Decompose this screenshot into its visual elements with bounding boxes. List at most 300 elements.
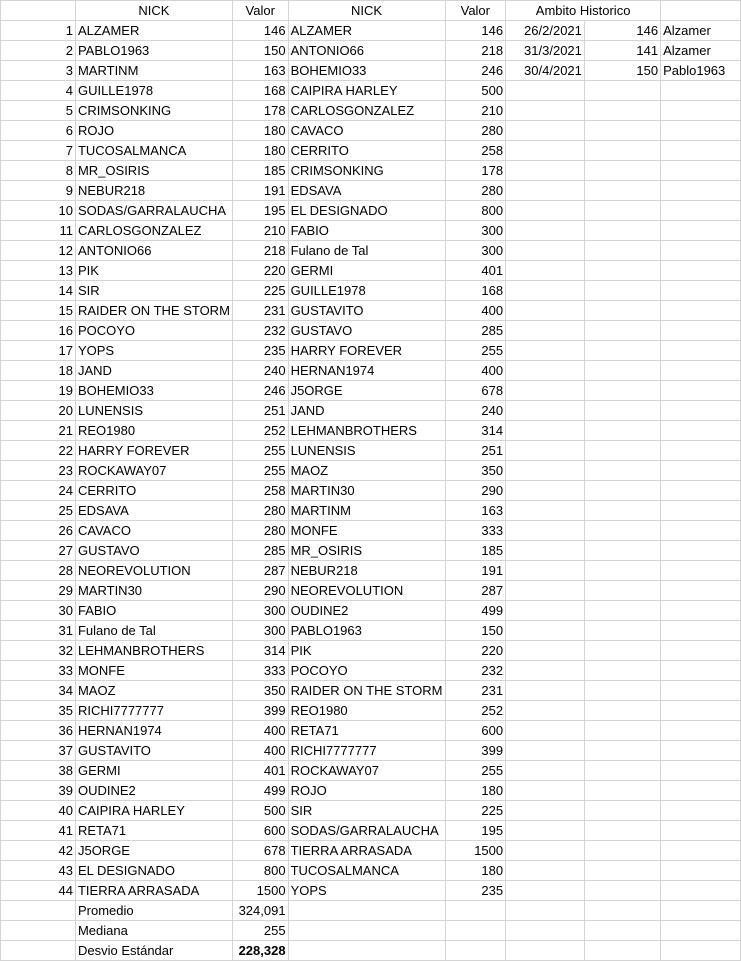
empty-cell[interactable] [661, 761, 741, 781]
row-number[interactable]: 42 [1, 841, 76, 861]
row-number[interactable]: 21 [1, 421, 76, 441]
nick2-cell[interactable]: ALZAMER [288, 21, 445, 41]
valor2-cell[interactable]: 251 [445, 441, 506, 461]
valor-cell[interactable]: 300 [232, 601, 288, 621]
nick2-cell[interactable]: GUSTAVITO [288, 301, 445, 321]
valor-cell[interactable]: 255 [232, 441, 288, 461]
valor2-cell[interactable]: 678 [445, 381, 506, 401]
valor-cell[interactable]: 285 [232, 541, 288, 561]
row-number[interactable]: 28 [1, 561, 76, 581]
row-number[interactable]: 23 [1, 461, 76, 481]
nick-cell[interactable]: RETA71 [75, 821, 232, 841]
empty-cell[interactable] [584, 741, 660, 761]
nick2-cell[interactable]: MR_OSIRIS [288, 541, 445, 561]
empty-cell[interactable] [506, 121, 585, 141]
historico-nick-cell[interactable]: Alzamer [661, 21, 741, 41]
nick-cell[interactable]: RICHI7777777 [75, 701, 232, 721]
row-number[interactable]: 22 [1, 441, 76, 461]
valor2-cell[interactable]: 280 [445, 121, 506, 141]
nick2-cell[interactable]: MAOZ [288, 461, 445, 481]
valor-cell[interactable]: 401 [232, 761, 288, 781]
nick-cell[interactable]: CAVACO [75, 521, 232, 541]
nick-cell[interactable]: EDSAVA [75, 501, 232, 521]
empty-cell[interactable] [584, 921, 660, 941]
valor-cell[interactable]: 350 [232, 681, 288, 701]
nick-cell[interactable]: TUCOSALMANCA [75, 141, 232, 161]
valor-cell[interactable]: 258 [232, 481, 288, 501]
empty-cell[interactable] [506, 761, 585, 781]
row-number[interactable]: 37 [1, 741, 76, 761]
nick-cell[interactable]: ROCKAWAY07 [75, 461, 232, 481]
nick-cell[interactable]: EL DESIGNADO [75, 861, 232, 881]
row-number[interactable]: 4 [1, 81, 76, 101]
row-number[interactable]: 39 [1, 781, 76, 801]
valor-cell[interactable]: 251 [232, 401, 288, 421]
empty-cell[interactable] [584, 121, 660, 141]
valor2-cell[interactable]: 218 [445, 41, 506, 61]
valor2-cell[interactable]: 400 [445, 301, 506, 321]
empty-cell[interactable] [506, 421, 585, 441]
nick2-cell[interactable]: ROCKAWAY07 [288, 761, 445, 781]
empty-cell[interactable] [661, 581, 741, 601]
nick2-cell[interactable]: TUCOSALMANCA [288, 861, 445, 881]
empty-cell[interactable] [506, 941, 585, 961]
empty-cell[interactable] [661, 461, 741, 481]
empty-cell[interactable] [661, 561, 741, 581]
valor2-cell[interactable]: 290 [445, 481, 506, 501]
row-number[interactable]: 29 [1, 581, 76, 601]
nick2-cell[interactable]: MONFE [288, 521, 445, 541]
valor-cell[interactable]: 290 [232, 581, 288, 601]
empty-cell[interactable] [506, 881, 585, 901]
empty-cell[interactable] [288, 901, 445, 921]
empty-cell[interactable] [661, 821, 741, 841]
nick-cell[interactable]: NEBUR218 [75, 181, 232, 201]
empty-cell[interactable] [506, 641, 585, 661]
valor-cell[interactable]: 178 [232, 101, 288, 121]
empty-cell[interactable] [661, 921, 741, 941]
nick-cell[interactable]: SODAS/GARRALAUCHA [75, 201, 232, 221]
historico-nick-cell[interactable]: Pablo1963 [661, 61, 741, 81]
nick2-cell[interactable]: NEOREVOLUTION [288, 581, 445, 601]
empty-cell[interactable] [584, 281, 660, 301]
valor-cell[interactable]: 800 [232, 861, 288, 881]
empty-cell[interactable] [506, 261, 585, 281]
valor2-cell[interactable]: 185 [445, 541, 506, 561]
header-nick-2[interactable]: NICK [288, 1, 445, 21]
historico-fecha-cell[interactable]: 31/3/2021 [506, 41, 585, 61]
empty-cell[interactable] [584, 561, 660, 581]
row-number[interactable]: 32 [1, 641, 76, 661]
valor-cell[interactable]: 180 [232, 141, 288, 161]
row-number[interactable]: 3 [1, 61, 76, 81]
valor-cell[interactable]: 168 [232, 81, 288, 101]
empty-cell[interactable] [661, 401, 741, 421]
empty-cell[interactable] [661, 381, 741, 401]
row-number[interactable]: 8 [1, 161, 76, 181]
empty-cell[interactable] [506, 521, 585, 541]
row-number[interactable]: 43 [1, 861, 76, 881]
valor2-cell[interactable]: 191 [445, 561, 506, 581]
nick2-cell[interactable]: MARTINM [288, 501, 445, 521]
nick2-cell[interactable]: CAVACO [288, 121, 445, 141]
empty-cell[interactable] [506, 321, 585, 341]
empty-cell[interactable] [584, 401, 660, 421]
empty-cell[interactable] [661, 741, 741, 761]
nick2-cell[interactable]: J5ORGE [288, 381, 445, 401]
row-number[interactable]: 19 [1, 381, 76, 401]
nick2-cell[interactable]: MARTIN30 [288, 481, 445, 501]
valor-cell[interactable]: 314 [232, 641, 288, 661]
valor2-cell[interactable]: 252 [445, 701, 506, 721]
empty-cell[interactable] [584, 681, 660, 701]
valor-cell[interactable]: 499 [232, 781, 288, 801]
nick-cell[interactable]: PIK [75, 261, 232, 281]
empty-cell[interactable] [288, 921, 445, 941]
row-number[interactable]: 33 [1, 661, 76, 681]
valor2-cell[interactable]: 210 [445, 101, 506, 121]
row-number[interactable]: 16 [1, 321, 76, 341]
nick-cell[interactable]: MR_OSIRIS [75, 161, 232, 181]
valor-cell[interactable]: 180 [232, 121, 288, 141]
row-number[interactable]: 30 [1, 601, 76, 621]
valor2-cell[interactable]: 399 [445, 741, 506, 761]
nick-cell[interactable]: ALZAMER [75, 21, 232, 41]
empty-cell[interactable] [661, 281, 741, 301]
empty-cell[interactable] [661, 861, 741, 881]
empty-cell[interactable] [506, 361, 585, 381]
empty-cell[interactable] [661, 501, 741, 521]
nick2-cell[interactable]: GUILLE1978 [288, 281, 445, 301]
stat-label[interactable]: Mediana [75, 921, 232, 941]
nick-cell[interactable]: HERNAN1974 [75, 721, 232, 741]
valor-cell[interactable]: 252 [232, 421, 288, 441]
row-number[interactable]: 44 [1, 881, 76, 901]
empty-cell[interactable] [584, 321, 660, 341]
nick2-cell[interactable]: OUDINE2 [288, 601, 445, 621]
empty-cell[interactable] [506, 581, 585, 601]
empty-cell[interactable] [584, 141, 660, 161]
empty-cell[interactable] [584, 261, 660, 281]
valor2-cell[interactable]: 600 [445, 721, 506, 741]
nick2-cell[interactable]: YOPS [288, 881, 445, 901]
valor-cell[interactable]: 195 [232, 201, 288, 221]
valor2-cell[interactable]: 300 [445, 241, 506, 261]
valor2-cell[interactable]: 499 [445, 601, 506, 621]
empty-cell[interactable] [584, 941, 660, 961]
row-number[interactable]: 14 [1, 281, 76, 301]
nick2-cell[interactable]: GUSTAVO [288, 321, 445, 341]
empty-cell[interactable] [445, 901, 506, 921]
header-valor-2[interactable]: Valor [445, 1, 506, 21]
valor-cell[interactable]: 333 [232, 661, 288, 681]
valor-cell[interactable]: 287 [232, 561, 288, 581]
nick2-cell[interactable]: LEHMANBROTHERS [288, 421, 445, 441]
nick-cell[interactable]: NEOREVOLUTION [75, 561, 232, 581]
valor2-cell[interactable]: 350 [445, 461, 506, 481]
empty-cell[interactable] [661, 261, 741, 281]
valor-cell[interactable]: 500 [232, 801, 288, 821]
empty-cell[interactable] [661, 201, 741, 221]
valor2-cell[interactable]: 800 [445, 201, 506, 221]
row-number[interactable]: 1 [1, 21, 76, 41]
empty-cell[interactable] [506, 461, 585, 481]
empty-cell[interactable] [584, 181, 660, 201]
empty-cell[interactable] [584, 761, 660, 781]
row-number[interactable]: 7 [1, 141, 76, 161]
nick-cell[interactable]: REO1980 [75, 421, 232, 441]
valor-cell[interactable]: 218 [232, 241, 288, 261]
valor-cell[interactable]: 185 [232, 161, 288, 181]
nick-cell[interactable]: TIERRA ARRASADA [75, 881, 232, 901]
empty-cell[interactable] [584, 821, 660, 841]
valor-cell[interactable]: 400 [232, 741, 288, 761]
empty-cell[interactable] [661, 901, 741, 921]
empty-cell[interactable] [661, 721, 741, 741]
nick-cell[interactable]: GERMI [75, 761, 232, 781]
nick2-cell[interactable]: CAIPIRA HARLEY [288, 81, 445, 101]
empty-cell[interactable] [661, 81, 741, 101]
valor-cell[interactable]: 1500 [232, 881, 288, 901]
empty-cell[interactable] [661, 441, 741, 461]
empty-cell[interactable] [506, 241, 585, 261]
valor-cell[interactable]: 191 [232, 181, 288, 201]
nick-cell[interactable]: JAND [75, 361, 232, 381]
empty-cell[interactable] [506, 381, 585, 401]
row-number[interactable]: 38 [1, 761, 76, 781]
nick-cell[interactable]: MONFE [75, 661, 232, 681]
nick-cell[interactable]: OUDINE2 [75, 781, 232, 801]
nick2-cell[interactable]: RAIDER ON THE STORM [288, 681, 445, 701]
nick-cell[interactable]: RAIDER ON THE STORM [75, 301, 232, 321]
empty-cell[interactable] [584, 841, 660, 861]
valor2-cell[interactable]: 150 [445, 621, 506, 641]
empty-cell[interactable] [661, 521, 741, 541]
nick-cell[interactable]: ANTONIO66 [75, 241, 232, 261]
valor2-cell[interactable]: 180 [445, 781, 506, 801]
nick-cell[interactable]: MARTINM [75, 61, 232, 81]
empty-cell[interactable] [506, 561, 585, 581]
row-number[interactable]: 40 [1, 801, 76, 821]
row-number[interactable]: 2 [1, 41, 76, 61]
empty-cell[interactable] [661, 241, 741, 261]
empty-cell[interactable] [506, 481, 585, 501]
row-number[interactable]: 36 [1, 721, 76, 741]
empty-cell[interactable] [584, 781, 660, 801]
empty-cell[interactable] [506, 441, 585, 461]
row-number[interactable]: 12 [1, 241, 76, 261]
valor-cell[interactable]: 240 [232, 361, 288, 381]
empty-cell[interactable] [1, 901, 76, 921]
empty-cell[interactable] [1, 921, 76, 941]
row-number[interactable]: 27 [1, 541, 76, 561]
nick2-cell[interactable]: NEBUR218 [288, 561, 445, 581]
nick2-cell[interactable]: GERMI [288, 261, 445, 281]
empty-cell[interactable] [506, 661, 585, 681]
empty-cell[interactable] [584, 161, 660, 181]
empty-cell[interactable] [661, 601, 741, 621]
header-nick[interactable]: NICK [75, 1, 232, 21]
valor-cell[interactable]: 300 [232, 621, 288, 641]
empty-cell[interactable] [506, 281, 585, 301]
historico-fecha-cell[interactable]: 26/2/2021 [506, 21, 585, 41]
row-number[interactable]: 35 [1, 701, 76, 721]
row-number[interactable]: 13 [1, 261, 76, 281]
empty-cell[interactable] [584, 901, 660, 921]
empty-cell[interactable] [584, 481, 660, 501]
empty-cell[interactable] [584, 421, 660, 441]
row-number[interactable]: 26 [1, 521, 76, 541]
nick-cell[interactable]: GUSTAVO [75, 541, 232, 561]
nick2-cell[interactable]: PIK [288, 641, 445, 661]
nick2-cell[interactable]: HARRY FOREVER [288, 341, 445, 361]
empty-cell[interactable] [584, 801, 660, 821]
empty-cell[interactable] [506, 341, 585, 361]
valor2-cell[interactable]: 246 [445, 61, 506, 81]
empty-cell[interactable] [506, 821, 585, 841]
nick-cell[interactable]: PABLO1963 [75, 41, 232, 61]
historico-nick-cell[interactable]: Alzamer [661, 41, 741, 61]
empty-cell[interactable] [506, 741, 585, 761]
stat-value[interactable]: 255 [232, 921, 288, 941]
nick-cell[interactable]: BOHEMIO33 [75, 381, 232, 401]
valor2-cell[interactable]: 178 [445, 161, 506, 181]
nick-cell[interactable]: CRIMSONKING [75, 101, 232, 121]
empty-cell[interactable] [506, 541, 585, 561]
stat-label[interactable]: Desvio Estándar [75, 941, 232, 961]
nick2-cell[interactable]: HERNAN1974 [288, 361, 445, 381]
nick-cell[interactable]: CAIPIRA HARLEY [75, 801, 232, 821]
valor2-cell[interactable]: 287 [445, 581, 506, 601]
valor-cell[interactable]: 678 [232, 841, 288, 861]
valor2-cell[interactable]: 180 [445, 861, 506, 881]
empty-cell[interactable] [506, 141, 585, 161]
nick2-cell[interactable]: RICHI7777777 [288, 741, 445, 761]
nick-cell[interactable]: SIR [75, 281, 232, 301]
empty-cell[interactable] [506, 301, 585, 321]
empty-cell[interactable] [506, 201, 585, 221]
empty-cell[interactable] [506, 181, 585, 201]
empty-cell[interactable] [661, 781, 741, 801]
empty-cell[interactable] [661, 621, 741, 641]
nick2-cell[interactable]: CRIMSONKING [288, 161, 445, 181]
row-number[interactable]: 24 [1, 481, 76, 501]
nick-cell[interactable]: YOPS [75, 341, 232, 361]
valor2-cell[interactable]: 314 [445, 421, 506, 441]
nick-cell[interactable]: HARRY FOREVER [75, 441, 232, 461]
nick2-cell[interactable]: PABLO1963 [288, 621, 445, 641]
empty-cell[interactable] [506, 621, 585, 641]
valor2-cell[interactable]: 300 [445, 221, 506, 241]
empty-cell[interactable] [584, 201, 660, 221]
empty-cell[interactable] [584, 381, 660, 401]
empty-cell[interactable] [584, 601, 660, 621]
nick2-cell[interactable]: BOHEMIO33 [288, 61, 445, 81]
valor-cell[interactable]: 220 [232, 261, 288, 281]
empty-cell[interactable] [584, 101, 660, 121]
row-number[interactable]: 15 [1, 301, 76, 321]
empty-cell[interactable] [584, 661, 660, 681]
valor2-cell[interactable]: 258 [445, 141, 506, 161]
empty-cell[interactable] [584, 881, 660, 901]
valor2-cell[interactable]: 280 [445, 181, 506, 201]
empty-cell[interactable] [506, 781, 585, 801]
valor-cell[interactable]: 246 [232, 381, 288, 401]
valor-cell[interactable]: 232 [232, 321, 288, 341]
nick2-cell[interactable]: SODAS/GARRALAUCHA [288, 821, 445, 841]
valor2-cell[interactable]: 195 [445, 821, 506, 841]
empty-cell[interactable] [506, 721, 585, 741]
valor-cell[interactable]: 280 [232, 501, 288, 521]
valor2-cell[interactable]: 146 [445, 21, 506, 41]
valor-cell[interactable]: 600 [232, 821, 288, 841]
empty-cell[interactable] [506, 401, 585, 421]
row-number[interactable]: 41 [1, 821, 76, 841]
nick-cell[interactable]: Fulano de Tal [75, 621, 232, 641]
empty-cell[interactable] [661, 161, 741, 181]
valor-cell[interactable]: 163 [232, 61, 288, 81]
empty-cell[interactable] [661, 121, 741, 141]
empty-cell[interactable] [584, 621, 660, 641]
historico-valor-cell[interactable]: 150 [584, 61, 660, 81]
empty-cell[interactable] [584, 341, 660, 361]
valor-cell[interactable]: 150 [232, 41, 288, 61]
empty-cell[interactable] [584, 301, 660, 321]
empty-cell[interactable] [661, 801, 741, 821]
empty-cell[interactable] [506, 601, 585, 621]
valor2-cell[interactable]: 401 [445, 261, 506, 281]
nick2-cell[interactable]: LUNENSIS [288, 441, 445, 461]
nick-cell[interactable]: LEHMANBROTHERS [75, 641, 232, 661]
empty-cell[interactable] [506, 841, 585, 861]
nick2-cell[interactable]: TIERRA ARRASADA [288, 841, 445, 861]
nick-cell[interactable]: MARTIN30 [75, 581, 232, 601]
nick-cell[interactable]: CARLOSGONZALEZ [75, 221, 232, 241]
empty-cell[interactable] [661, 181, 741, 201]
empty-cell[interactable] [661, 361, 741, 381]
nick2-cell[interactable]: RETA71 [288, 721, 445, 741]
empty-cell[interactable] [661, 141, 741, 161]
empty-cell[interactable] [661, 881, 741, 901]
valor-cell[interactable]: 235 [232, 341, 288, 361]
empty-cell[interactable] [584, 521, 660, 541]
header-valor[interactable]: Valor [232, 1, 288, 21]
empty-cell[interactable] [584, 501, 660, 521]
valor-cell[interactable]: 146 [232, 21, 288, 41]
nick-cell[interactable]: LUNENSIS [75, 401, 232, 421]
valor2-cell[interactable]: 240 [445, 401, 506, 421]
empty-cell[interactable] [1, 941, 76, 961]
empty-cell[interactable] [506, 701, 585, 721]
valor2-cell[interactable]: 220 [445, 641, 506, 661]
valor-cell[interactable]: 399 [232, 701, 288, 721]
empty-cell[interactable] [506, 801, 585, 821]
nick2-cell[interactable]: POCOYO [288, 661, 445, 681]
empty-cell[interactable] [661, 341, 741, 361]
valor2-cell[interactable]: 1500 [445, 841, 506, 861]
stat-value[interactable]: 228,328 [232, 941, 288, 961]
nick-cell[interactable]: GUSTAVITO [75, 741, 232, 761]
empty-cell[interactable] [661, 301, 741, 321]
empty-cell[interactable] [506, 101, 585, 121]
nick-cell[interactable]: GUILLE1978 [75, 81, 232, 101]
valor2-cell[interactable]: 235 [445, 881, 506, 901]
valor2-cell[interactable]: 225 [445, 801, 506, 821]
valor-cell[interactable]: 231 [232, 301, 288, 321]
empty-cell[interactable] [506, 161, 585, 181]
nick-cell[interactable]: J5ORGE [75, 841, 232, 861]
empty-cell[interactable] [661, 481, 741, 501]
